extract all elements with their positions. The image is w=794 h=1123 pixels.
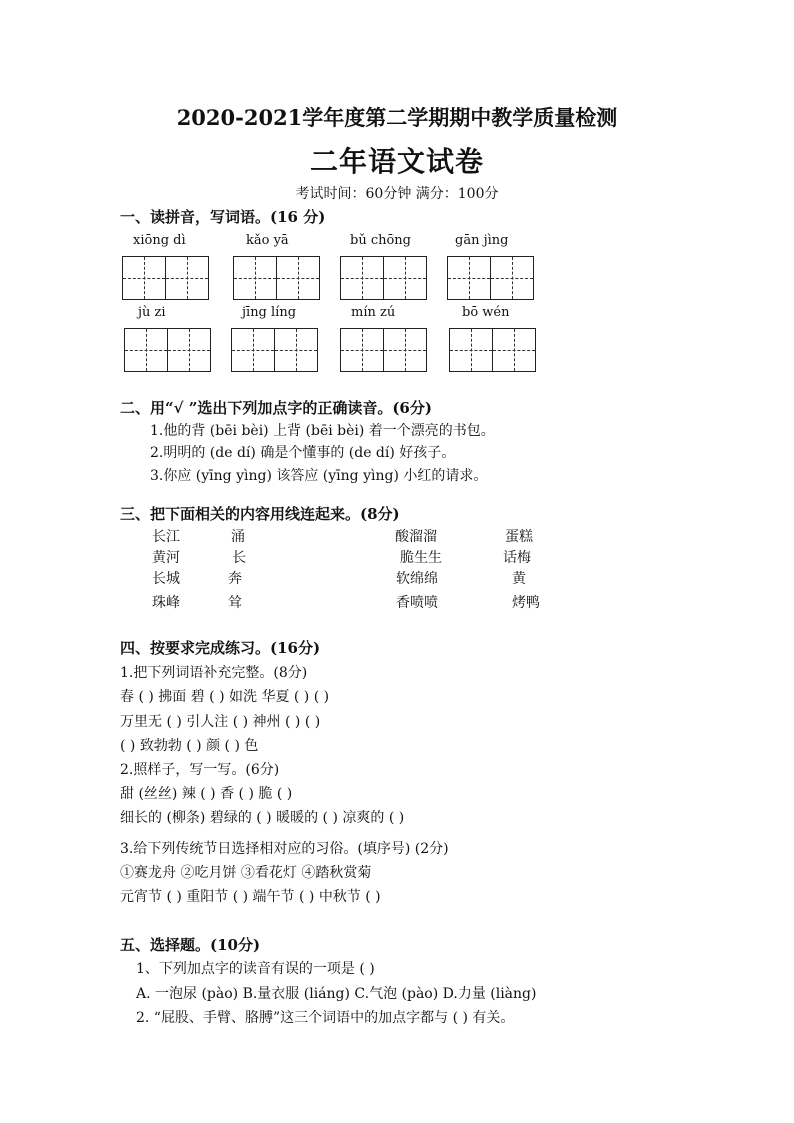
- s4-line-4: ( ) 致勃勃 ( ) 颜 ( ) 色: [120, 738, 259, 754]
- match-verb-1: 涌: [231, 529, 245, 545]
- match-adj-4: 香喷喷: [396, 595, 438, 611]
- exam-subtitle: 二年语文试卷: [309, 145, 484, 178]
- s4-line-2: 春 ( ) 拂面 碧 ( ) 如洗 华夏 ( ) ( ): [120, 689, 330, 705]
- match-left-3: 长城: [152, 571, 180, 587]
- match-left-4: 珠峰: [152, 595, 180, 611]
- writing-grid-6[interactable]: [231, 328, 318, 372]
- section-2-heading: 二、用“√ ”选出下列加点字的正确读音。(6分): [120, 399, 432, 417]
- s4-line-6: 甜 (丝丝) 辣 ( ) 香 ( ) 脆 ( ): [120, 786, 293, 802]
- section-4-heading: 四、按要求完成练习。(16分): [120, 639, 321, 657]
- writing-grid-5[interactable]: [124, 328, 211, 372]
- match-verb-3: 奔: [228, 571, 242, 587]
- section-5-heading: 五、选择题。(10分): [120, 936, 261, 954]
- writing-grid-3[interactable]: [340, 256, 427, 300]
- match-adj-3: 软绵绵: [396, 571, 438, 587]
- match-adj-1: 酸溜溜: [395, 529, 437, 545]
- writing-grid-1[interactable]: [122, 256, 209, 300]
- s4-line-5: 2.照样子，写一写。(6分): [120, 762, 280, 778]
- s4-line-8: 3.给下列传统节日选择相对应的习俗。(填序号) (2分): [120, 841, 449, 857]
- s4-line-3: 万里无 ( ) 引人注 ( ) 神州 ( ) ( ): [120, 714, 321, 730]
- pinyin-6: jīng líng: [242, 305, 297, 320]
- pinyin-7: mín zú: [351, 305, 396, 320]
- writing-grid-7[interactable]: [340, 328, 427, 372]
- match-food-4: 烤鸭: [512, 595, 540, 611]
- s5-line-2: A. 一泡尿 (pào) B.量衣服 (liáng) C.气泡 (pào) D.力量 (liàng): [136, 986, 537, 1002]
- s5-line-1: 1、下列加点字的读音有误的一项是 ( ): [136, 961, 375, 977]
- pinyin-1: xiōng dì: [133, 233, 186, 248]
- pinyin-8: bō wén: [462, 305, 510, 320]
- match-left-2: 黄河: [152, 550, 180, 566]
- pinyin-2: kǎo yā: [246, 233, 289, 248]
- exam-title: 2020-2021学年度第二学期期中教学质量检测: [176, 105, 618, 130]
- match-verb-2: 长: [232, 550, 246, 566]
- writing-grid-4[interactable]: [447, 256, 534, 300]
- section-1-heading: 一、读拼音，写词语。(16 分): [120, 208, 326, 226]
- s2-line-1: 1.他的背 (bēi bèi) 上背 (bēi bèi) 着一个漂亮的书包。: [150, 423, 495, 439]
- match-food-3: 黄: [512, 571, 526, 587]
- pinyin-5: jù zi: [138, 305, 166, 320]
- pinyin-4: gān jìng: [455, 233, 509, 248]
- match-food-1: 蛋糕: [505, 529, 533, 545]
- match-verb-4: 耸: [228, 595, 242, 611]
- s4-line-7: 细长的 (柳条) 碧绿的 ( ) 暖暖的 ( ) 凉爽的 ( ): [120, 810, 405, 826]
- match-left-1: 长江: [152, 529, 180, 545]
- writing-grid-2[interactable]: [233, 256, 320, 300]
- section-3-heading: 三、把下面相关的内容用线连起来。(8分): [120, 505, 400, 523]
- pinyin-3: bǔ chōng: [350, 233, 412, 248]
- match-food-2: 话梅: [503, 550, 531, 566]
- s4-line-9: ①赛龙舟 ②吃月饼 ③看花灯 ④踏秋赏菊: [120, 865, 372, 881]
- s5-line-3: 2. “屁股、手臂、胳膊”这三个词语中的加点字都与 ( ) 有关。: [136, 1010, 515, 1026]
- match-adj-2: 脆生生: [400, 550, 442, 566]
- s4-line-10: 元宵节 ( ) 重阳节 ( ) 端午节 ( ) 中秋节 ( ): [120, 889, 381, 905]
- s2-line-3: 3.你应 (yīng yìng) 该答应 (yīng yìng) 小红的请求。: [150, 468, 488, 484]
- exam-info: 考试时间：60分钟 满分：100分: [295, 186, 499, 202]
- s4-line-1: 1.把下列词语补充完整。(8分): [120, 665, 308, 681]
- writing-grid-8[interactable]: [449, 328, 536, 372]
- s2-line-2: 2.明明的 (de dí) 确是个懂事的 (de dí) 好孩子。: [150, 445, 456, 461]
